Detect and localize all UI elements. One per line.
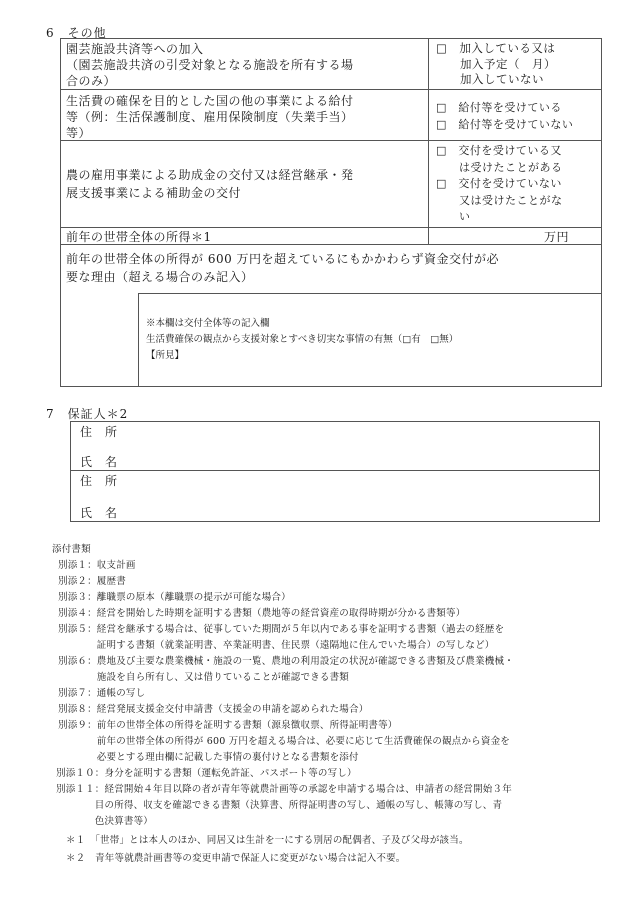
office-use-text: ※本欄は交付全体等の記入欄 生活費確保の観点から支援対象とすべき切実な事情の有無（□有 □無） 【所見】 bbox=[146, 318, 459, 361]
attachment-item: 別添１１：経営開始４年目以降の者が青年等就農計画等の承認を申請する場合は、申請者の経営開始３年 bbox=[56, 784, 512, 795]
footnote-1: ＊１ 「世帯」とは本人のほか、同居又は生計を一にする別居の配偶者、子及び父母が該当。 bbox=[66, 835, 469, 846]
attachment-item: 必要とする理由欄に記載した事情の裏付けとなる書類を添付 bbox=[58, 752, 359, 763]
row-benefits-label: 生活費の確保を目的とした国の他の事業による給付 等（例：生活保護制度、雇用保険制度（失業手当） 等） bbox=[66, 94, 354, 140]
attachment-item: 別添６：農地及び主要な農業機械・施設の一覧、農地の利用設定の状況が確認できる書類及び農業機械・ bbox=[58, 656, 514, 667]
attachment-item: 別添９：前年の世帯全体の所得を証明する書類（源泉徴収票、所得証明書等） bbox=[58, 720, 398, 731]
footnote-2: ＊２ 青年等就農計画書等の変更申請で保証人に変更がない場合は記入不要。 bbox=[66, 853, 406, 864]
attachment-item: 別添５：経営を継承する場合は、従事していた期間が５年以内である事を証明する書類（過去の経歴を bbox=[58, 624, 505, 635]
attachment-item: 目の所得、収支を確認できる書類（決算書、所得証明書の写し、通帳の写し、帳簿の写し、青 bbox=[56, 800, 503, 811]
guarantor-1-name-label: 氏 名 bbox=[80, 455, 118, 469]
section-7-title: 7 保証人＊2 bbox=[46, 407, 129, 421]
attachment-item: 別添４：経営を開始した時期を証明する書類（農地等の経営資産の取得時期が分かる書類等） bbox=[58, 608, 466, 619]
attachments-heading: 添付書類 bbox=[52, 544, 91, 555]
attachment-item: 前年の世帯全体の所得が 600 万円を超える場合は、必要に応じて生活費確保の観点から資金を bbox=[58, 736, 510, 747]
guarantor-table bbox=[70, 421, 600, 522]
attachment-item: 証明する書類（就業証明書、卒業証明書、住民票（遠隔地に住んでいた場合）の写しなど） bbox=[58, 640, 495, 651]
row-subsidy-label: 農の雇用事業による助成金の交付又は経営継承・発 展支援事業による補助金の交付 bbox=[66, 168, 354, 200]
attachment-item: 施設を自ら所有し、又は借りていることが確認できる書類 bbox=[58, 672, 350, 683]
guarantor-2-address-label: 住 所 bbox=[80, 474, 118, 488]
attachment-item: 別添１：収支計画 bbox=[58, 560, 136, 571]
attachment-item: 別添１０：身分を証明する書類（運転免許証、パスポート等の写し） bbox=[56, 768, 357, 779]
income-label: 前年の世帯全体の所得＊1 bbox=[66, 230, 212, 244]
row-insurance-options[interactable]: □ 加入している又は 加入予定（ 月） 加入していない bbox=[436, 41, 556, 86]
attachment-item: 別添２：履歴書 bbox=[58, 576, 126, 587]
guarantor-1-address-label: 住 所 bbox=[80, 425, 118, 439]
income-unit: 万円 bbox=[544, 230, 570, 244]
reason-text: 前年の世帯全体の所得が 600 万円を超えているにもかかわらず資金交付が必 要な理由（超える場合のみ記入） bbox=[66, 252, 500, 284]
row-insurance-label: 園芸施設共済等への加入 （園芸施設共済の引受対象となる施設を所有する場 合のみ） bbox=[66, 42, 354, 88]
attachment-item: 別添３：離職票の原本（離職票の提示が可能な場合） bbox=[58, 592, 291, 603]
row-benefits-options[interactable]: □ 給付等を受けている □ 給付等を受けていない bbox=[436, 101, 574, 131]
attachment-item: 色決算書等） bbox=[56, 816, 154, 827]
guarantor-2-name-label: 氏 名 bbox=[80, 506, 118, 520]
row-subsidy-options[interactable]: □ 交付を受けている又 は受けたことがある □ 交付を受けていない 又は受けたことがな い bbox=[436, 144, 563, 223]
section-6-title: 6 その他 bbox=[46, 26, 107, 40]
attachment-item: 別添８：経営発展支援金交付申請書（支援金の申請を認められた場合） bbox=[58, 704, 369, 715]
attachment-item: 別添７：通帳の写し bbox=[58, 688, 146, 699]
